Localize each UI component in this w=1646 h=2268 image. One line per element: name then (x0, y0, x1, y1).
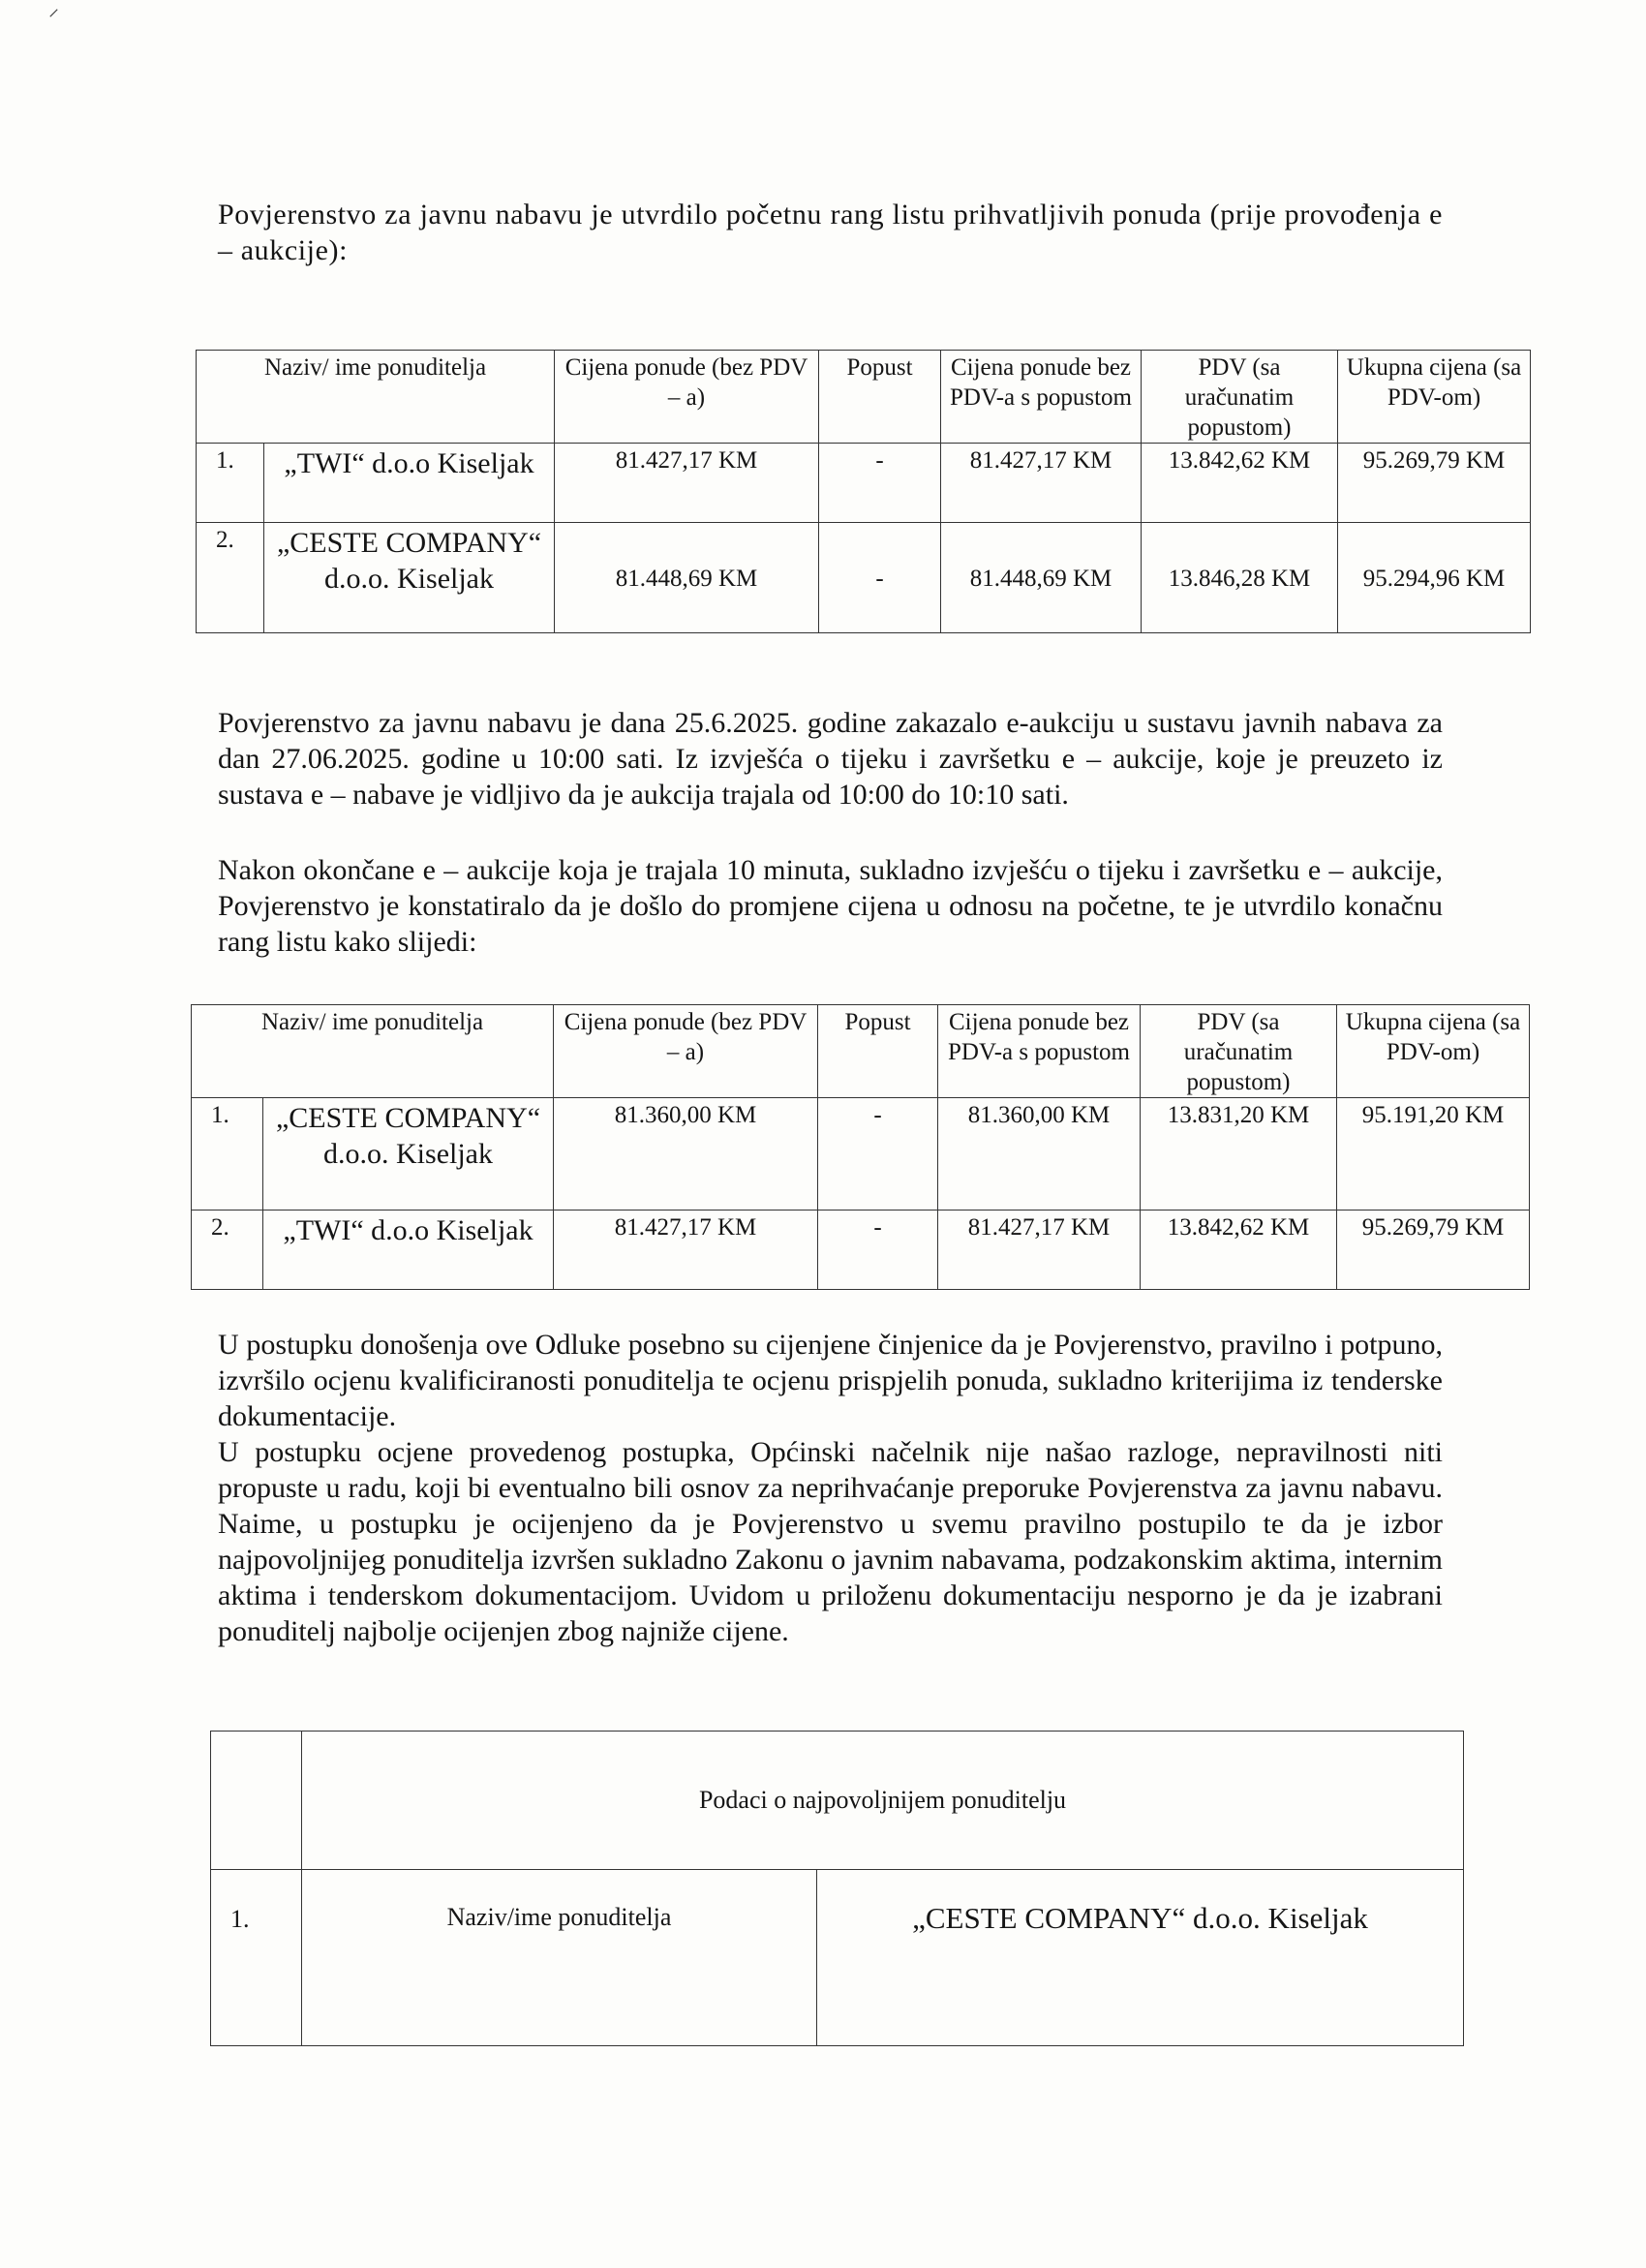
header-name: Naziv/ ime ponuditelja (197, 351, 555, 444)
discount: - (818, 1211, 938, 1290)
vat: 13.842,62 KM (1142, 444, 1338, 523)
header-total: Ukupna cijena (sa PDV-om) (1338, 351, 1531, 444)
evaluation-paragraph-1: U postupku donošenja ove Odluke posebno su cijenjene činjenice da je Povjerenstvo, pravilno i potpuno, izvršilo ocjenu kvalificiranosti ponuditelja te ocjenu prispjelih ponuda, sukladno kriterijima iz tenderske dokumentacije. (218, 1329, 1443, 1432)
bidder-name: „CESTE COMPANY“ d.o.o. Kiseljak (263, 1098, 554, 1211)
price: 81.448,69 KM (555, 523, 819, 633)
vat: 13.846,28 KM (1142, 523, 1338, 633)
auction-paragraph: Povjerenstvo za javnu nabavu je dana 25.6.2025. godine zakazalo e-aukciju u sustavu javnih nabava za dan 27.06.2025. godine u 10:00 sati. Iz izvješća o tijeku i završetku e – aukcije, koje je preuzeto iz sustava e – nabave je vidljivo da je aukcija trajala od 10:00 do 10:10 sati. (218, 707, 1443, 811)
evaluation-paragraph-2: U postupku ocjene provedenog postupka, Općinski načelnik nije našao razloge, nepravilnosti niti propuste u radu, koji bi eventualno bili osnov za neprihvaćanje preporuke Povjerenstva za javnu nabavu. Naime, u postupku je ocijenjeno da je Povjerenstvo u svemu pravilno postupilo te da je izbor najpovoljnijeg ponuditelja izvršen sukladno Zakonu o javnim nabavama, podzakonskim aktima, internim aktima i tenderskom dokumentacijom. Uvidom u priloženu dokumentaciju nesporno je da je izabrani ponuditelj najbolje ocijenjen zbog najniže cijene. (218, 1436, 1443, 1647)
evaluation-section (218, 1327, 1443, 1649)
table-header-row (197, 351, 1531, 444)
after-auction-paragraph: Nakon okončane e – aukcije koja je trajala 10 minuta, sukladno izvješću o tijeku i završetku e – aukcije, Povjerenstvo je konstatiralo da je došlo do promjene cijena u odnosu na početne, te je utvrdilo konačnu rang listu kako slijedi: (218, 854, 1443, 958)
header-total: Ukupna cijena (sa PDV-om) (1337, 1005, 1530, 1098)
discount: - (819, 523, 941, 633)
total: 95.269,79 KM (1337, 1211, 1530, 1290)
bidder-name: „TWI“ d.o.o Kiseljak (264, 444, 555, 523)
price-discount: 81.360,00 KM (938, 1098, 1141, 1211)
table-row (192, 1098, 1530, 1211)
header-name: Naziv/ ime ponuditelja (192, 1005, 554, 1098)
best-bidder-title: Podaci o najpovoljnijem ponuditelju (302, 1732, 1464, 1870)
best-bidder-row (211, 1870, 1464, 2046)
row-number: 2. (197, 523, 264, 633)
total: 95.269,79 KM (1338, 444, 1531, 523)
table-row (192, 1211, 1530, 1290)
row-number: 1. (211, 1870, 302, 2046)
best-bidder-value: „CESTE COMPANY“ d.o.o. Kiseljak (817, 1870, 1464, 2046)
intro-paragraph: Povjerenstvo za javnu nabavu je utvrdilo početnu rang listu prihvatljivih ponuda (prije provođenja e – aukcije): (218, 199, 1443, 266)
row-number: 2. (192, 1211, 263, 1290)
price: 81.427,17 KM (555, 444, 819, 523)
table-header-row (192, 1005, 1530, 1098)
empty-cell (211, 1732, 302, 1870)
header-price: Cijena ponude (bez PDV – a) (555, 351, 819, 444)
final-ranking-table (191, 1004, 1530, 1290)
header-vat: PDV (sa uračunatim popustom) (1142, 351, 1338, 444)
total: 95.294,96 KM (1338, 523, 1531, 633)
vat: 13.831,20 KM (1141, 1098, 1337, 1211)
table-row (197, 444, 1531, 523)
initial-ranking-table (196, 350, 1531, 633)
table-row (197, 523, 1531, 633)
total: 95.191,20 KM (1337, 1098, 1530, 1211)
best-bidder-title-row (211, 1732, 1464, 1870)
scan-mark: ⸍ (48, 5, 60, 29)
row-number: 1. (197, 444, 264, 523)
header-price-discount: Cijena ponude bez PDV-a s popustom (938, 1005, 1141, 1098)
price-discount: 81.427,17 KM (938, 1211, 1141, 1290)
discount: - (819, 444, 941, 523)
row-number: 1. (192, 1098, 263, 1211)
header-discount: Popust (818, 1005, 938, 1098)
header-discount: Popust (819, 351, 941, 444)
discount: - (818, 1098, 938, 1211)
best-bidder-table (210, 1731, 1464, 2046)
price: 81.360,00 KM (554, 1098, 818, 1211)
header-vat: PDV (sa uračunatim popustom) (1141, 1005, 1337, 1098)
header-price-discount: Cijena ponude bez PDV-a s popustom (941, 351, 1142, 444)
price-discount: 81.427,17 KM (941, 444, 1142, 523)
best-bidder-label: Naziv/ime ponuditelja (302, 1870, 817, 2046)
vat: 13.842,62 KM (1141, 1211, 1337, 1290)
bidder-name: „CESTE COMPANY“ d.o.o. Kiseljak (264, 523, 555, 633)
price: 81.427,17 KM (554, 1211, 818, 1290)
price-discount: 81.448,69 KM (941, 523, 1142, 633)
bidder-name: „TWI“ d.o.o Kiseljak (263, 1211, 554, 1290)
header-price: Cijena ponude (bez PDV – a) (554, 1005, 818, 1098)
